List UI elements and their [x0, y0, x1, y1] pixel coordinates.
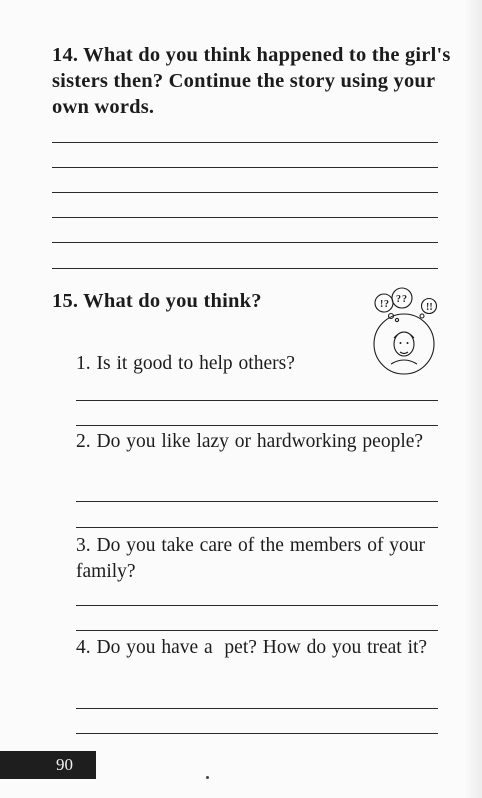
exercise-15-question-3: 3. Do you take care of the members of your family?	[76, 535, 426, 582]
svg-text:?: ?	[402, 294, 407, 305]
svg-text:?: ?	[396, 294, 401, 305]
answer-line[interactable]	[76, 605, 438, 606]
exercise-15-question-1: 1. Is it good to help others?	[76, 353, 295, 374]
answer-line[interactable]	[76, 400, 438, 401]
exercise-14-heading: 14. What do you think happened to the girl's sisters then? Continue the story using your own words.	[52, 44, 451, 118]
answer-line[interactable]	[52, 192, 438, 193]
answer-line[interactable]	[52, 167, 438, 168]
svg-text:!!: !!	[426, 302, 433, 313]
answer-line[interactable]	[52, 242, 438, 243]
answer-line[interactable]	[76, 733, 438, 734]
exercise-15-question-2: 2. Do you like lazy or hardworking people?	[76, 431, 424, 452]
answer-line[interactable]	[76, 501, 438, 502]
page-number: 90	[56, 755, 73, 774]
page-number-tab	[0, 751, 96, 779]
page-edge-shadow	[464, 0, 482, 798]
answer-line[interactable]	[52, 142, 438, 143]
exercise-15-heading: 15. What do you think?	[52, 290, 262, 312]
answer-line[interactable]	[52, 268, 438, 269]
svg-text:?: ?	[384, 299, 389, 310]
thinking-person-icon	[366, 286, 440, 376]
answer-line[interactable]	[76, 527, 438, 528]
answer-line[interactable]	[76, 425, 438, 426]
exercise-15-question-4: 4. Do you have a pet? How do you treat it?	[76, 637, 428, 658]
print-speck	[206, 776, 209, 779]
svg-text:!: !	[380, 299, 384, 310]
answer-line[interactable]	[76, 630, 438, 631]
answer-line[interactable]	[76, 708, 438, 709]
answer-line[interactable]	[52, 217, 438, 218]
